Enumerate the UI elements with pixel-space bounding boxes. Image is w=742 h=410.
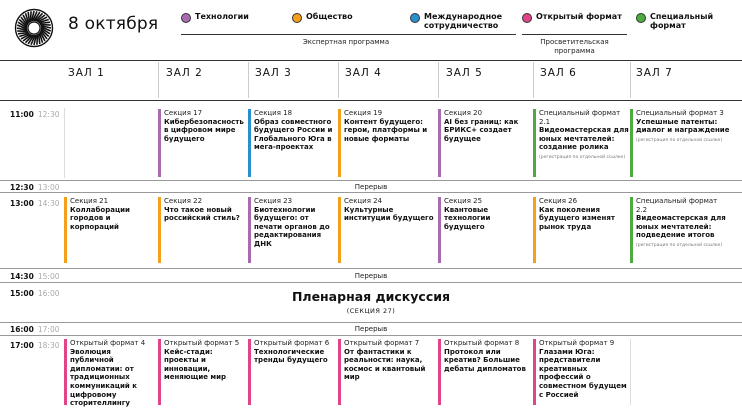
session-label: Открытый формат 9 [539, 339, 615, 347]
category-bar [338, 197, 341, 263]
column-separator [438, 62, 439, 98]
category-bar [338, 339, 341, 405]
divider [0, 322, 742, 323]
legend-label: Общество [306, 12, 353, 21]
time-slot: 13:00 14:30 [10, 199, 60, 208]
session-card[interactable] [438, 197, 530, 263]
column-separator [630, 62, 631, 98]
logo-icon [14, 8, 54, 48]
session-title: Образ совместного будущего России и Глобального Юга в мега-проектах [254, 117, 333, 152]
divider [0, 100, 742, 101]
legend-label: Технологии [195, 12, 249, 21]
category-bar [438, 339, 441, 405]
session-label: Открытый формат 8 [444, 339, 520, 347]
session-title: Протокол или креатив? Большие дебаты дипломатов [444, 347, 526, 373]
time-slot: 16:00 17:00 [10, 325, 60, 334]
legend-open-format [522, 12, 622, 23]
session-title: Кибербезопасность в цифровом мире будущего [164, 117, 244, 143]
hall-7: ЗАЛ 7 [636, 67, 673, 79]
empty-slot [630, 339, 631, 405]
session-card[interactable] [533, 339, 629, 405]
session-title: От фантастики к реальности: наука, космос и квантовый мир [344, 347, 426, 382]
session-label: Секция 17 [164, 109, 203, 117]
category-bar [533, 339, 536, 405]
category-bar [630, 197, 633, 263]
session-card[interactable] [158, 109, 246, 177]
legend-society [292, 12, 353, 23]
legend-dot-icon [410, 13, 420, 23]
hall-5: ЗАЛ 5 [446, 67, 483, 79]
session-title: Глазами Юга: представители креативных профессий о совместном будущем с Россией [539, 347, 627, 399]
time-slot: 15:00 16:00 [10, 289, 60, 298]
divider [0, 335, 742, 336]
category-bar [64, 197, 67, 263]
empty-slot [64, 108, 65, 178]
session-card[interactable] [158, 339, 246, 405]
category-bar [338, 109, 341, 177]
time-slot: 11:00 12:30 [10, 110, 60, 119]
session-label: Секция 20 [444, 109, 483, 117]
category-bar [533, 197, 536, 263]
hall-3: ЗАЛ 3 [255, 67, 292, 79]
session-label: Открытый формат 5 [164, 339, 240, 347]
session-card[interactable] [158, 197, 246, 263]
break-label: Перерыв [354, 183, 388, 191]
time-slot: 14:30 15:00 [10, 272, 60, 281]
divider [0, 192, 742, 193]
session-card[interactable] [338, 339, 434, 405]
time-slot: 17:00 18:30 [10, 341, 60, 350]
session-title: Эволюция публичной дипломатии: от традиционных коммуникаций к цифровому сторителлингу [70, 347, 137, 408]
session-title: Кейс-стади: проекты и инновации, меняющие мир [164, 347, 227, 382]
session-title: Квантовые технологии будущего [444, 205, 491, 231]
legend-dot-icon [522, 13, 532, 23]
session-label: Секция 19 [344, 109, 383, 117]
session-label: Секция 25 [444, 197, 483, 205]
column-separator [338, 62, 339, 98]
session-card[interactable] [248, 339, 336, 405]
session-title: Как поколения будущего изменят рынок труда [539, 205, 615, 231]
session-card[interactable] [438, 339, 530, 405]
session-title: Видеомастерская для юных мечтателей: создание ролика [539, 126, 629, 152]
break-label: Перерыв [354, 325, 388, 333]
break-label: Перерыв [354, 272, 388, 280]
session-card[interactable] [438, 109, 530, 177]
divider [0, 268, 742, 269]
session-card[interactable] [338, 109, 434, 177]
category-bar [438, 109, 441, 177]
category-bar [248, 197, 251, 263]
session-label: Специальный формат 2.2 [636, 197, 718, 214]
educational-program-label: Просветительская программа [540, 38, 609, 55]
session-title: Коллаборации городов и корпораций [70, 205, 130, 231]
session-card[interactable] [64, 197, 156, 263]
session-card[interactable] [248, 197, 336, 263]
time-slot: 12:30 13:00 [10, 183, 60, 192]
plenary-title[interactable]: Пленарная дискуссия [291, 289, 451, 304]
category-bar [533, 109, 536, 177]
category-bar [438, 197, 441, 263]
hall-6: ЗАЛ 6 [540, 67, 577, 79]
session-card[interactable] [630, 197, 730, 263]
registration-note: (регистрация по отдельной ссылке) [539, 154, 626, 160]
legend-label: Международное сотрудничество [424, 12, 503, 30]
legend-label: Специальный формат [650, 12, 714, 30]
session-card[interactable] [533, 109, 629, 177]
session-title: Видеомастерская для юных мечтателей: подведение итогов [636, 214, 726, 240]
legend-dot-icon [181, 13, 191, 23]
column-separator [158, 62, 159, 98]
expert-program-line [181, 34, 516, 35]
hall-4: ЗАЛ 4 [345, 67, 382, 79]
session-title: Что такое новый российский стиль? [164, 205, 240, 223]
column-separator [533, 62, 534, 98]
legend-special-format [636, 12, 714, 30]
legend-label: Открытый формат [536, 12, 622, 21]
hall-2: ЗАЛ 2 [166, 67, 203, 79]
category-bar [248, 339, 251, 405]
session-label: Секция 23 [254, 197, 293, 205]
category-bar [158, 197, 161, 263]
session-label: Секция 26 [539, 197, 578, 205]
page-date: 8 октября [68, 14, 159, 34]
registration-note: (регистрация по отдельной ссылке) [636, 242, 723, 248]
session-label: Секция 24 [344, 197, 383, 205]
legend-technology [181, 12, 249, 23]
registration-note: (регистрация по отдельной ссылке) [636, 137, 723, 143]
session-label: Открытый формат 6 [254, 339, 330, 347]
legend-international [410, 12, 510, 30]
session-title: Технологические тренды будущего [254, 347, 328, 365]
hall-1: ЗАЛ 1 [68, 67, 105, 79]
session-label: Секция 18 [254, 109, 293, 117]
session-card[interactable] [338, 197, 434, 263]
legend-dot-icon [636, 13, 646, 23]
session-label: Специальный формат 3 [636, 109, 724, 117]
session-title: Культурные институции будущего [344, 205, 434, 223]
session-title: AI без границ: как БРИКС+ создает будущее [444, 117, 519, 143]
divider [0, 60, 742, 61]
category-bar [158, 109, 161, 177]
category-bar [248, 109, 251, 177]
session-card[interactable] [630, 109, 730, 177]
session-label: Специальный формат 2.1 [539, 109, 621, 126]
session-label: Секция 21 [70, 197, 109, 205]
session-card[interactable] [248, 109, 336, 177]
session-card[interactable] [533, 197, 629, 263]
expert-program-label: Экспертная программа [302, 38, 390, 46]
session-title: Контент будущего: герои, платформы и новые форматы [344, 117, 428, 143]
category-bar [630, 109, 633, 177]
column-separator [248, 62, 249, 98]
session-label: Секция 22 [164, 197, 203, 205]
divider [0, 180, 742, 181]
divider [0, 282, 742, 283]
legend-dot-icon [292, 13, 302, 23]
category-bar [64, 339, 67, 405]
session-title: Биотехнологии будущего: от печати органов до редактирования ДНК [254, 205, 330, 248]
session-label: Открытый формат 7 [344, 339, 420, 347]
educational-program-line [522, 34, 627, 35]
plenary-subtitle: (СЕКЦИЯ 27) [346, 307, 396, 315]
session-label: Открытый формат 4 [70, 339, 146, 347]
session-card[interactable] [64, 339, 156, 408]
session-title: Успешные патенты: диалог и награждение [636, 117, 730, 135]
category-bar [158, 339, 161, 405]
